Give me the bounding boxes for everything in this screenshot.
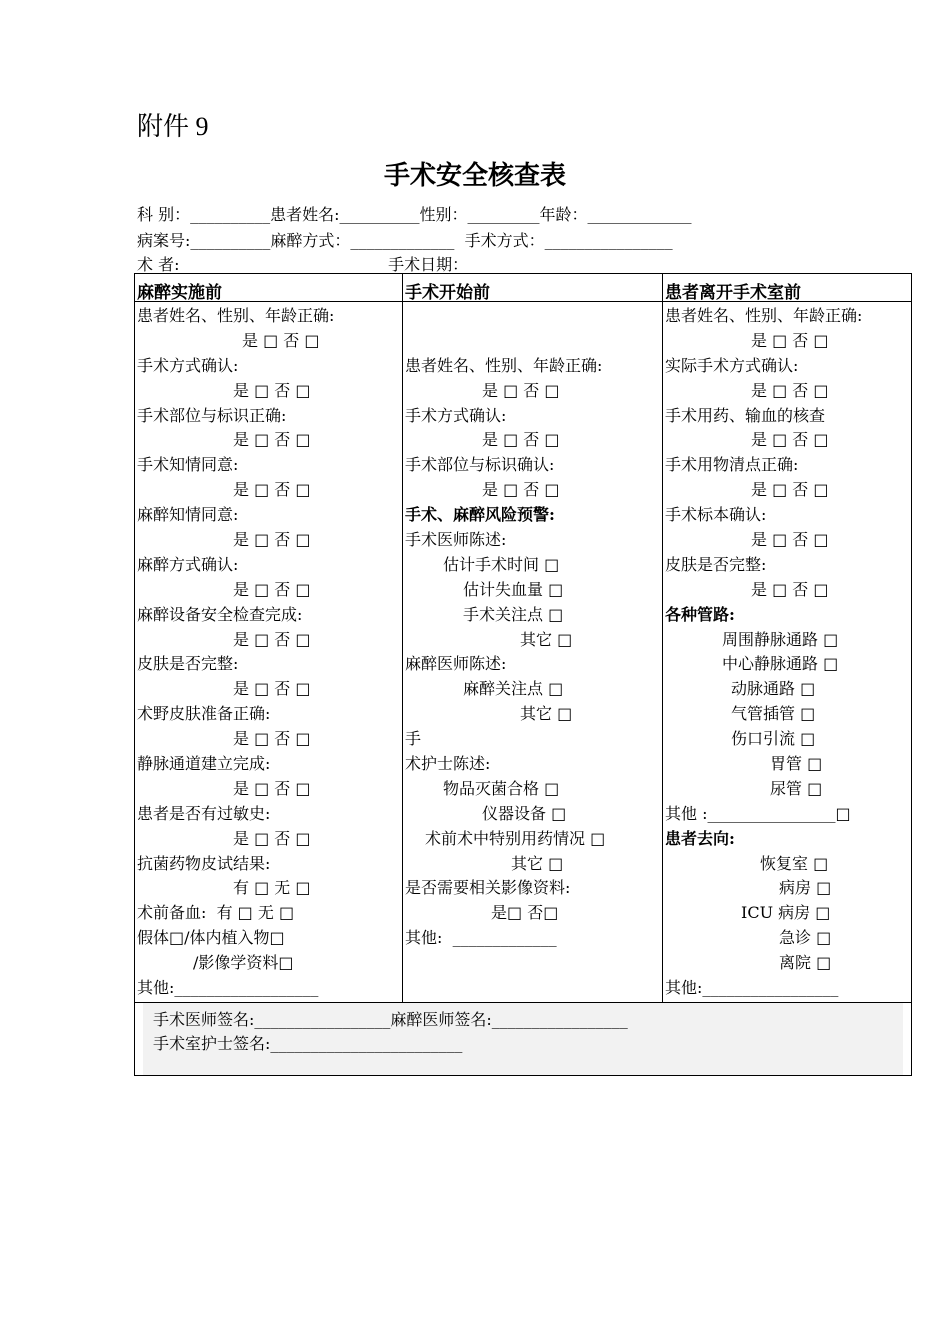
checklist-item: 抗菌药物皮试结果: [137,853,271,873]
checklist-item: 患者姓名、性别、年龄正确: [405,355,603,375]
checklist-item: 患者是否有过敏史: [137,803,271,823]
checklist-item[interactable]: 其它 □ [520,704,573,724]
checklist-item[interactable]: 是 □ 否 □ [482,380,560,400]
checklist-item[interactable]: 病房 □ [779,878,832,898]
checklist-item[interactable]: 是 □ 否 □ [233,480,311,500]
checklist-item: 手术方式确认: [137,355,239,375]
column-heading-before-anesthesia: 麻醉实施前 [137,283,222,303]
checklist-item[interactable]: 是 □ 否 □ [751,480,829,500]
checklist-item[interactable]: /影像学资料□ [193,953,294,973]
checklist-item[interactable]: 是 □ 否 □ [233,729,311,749]
checklist-item[interactable]: 估计失血量 □ [463,579,564,599]
checklist-item [405,304,660,329]
checklist-item[interactable]: 离院 □ [779,953,832,973]
checklist-table [134,273,912,1076]
checklist-item[interactable]: 是□ 否□ [491,903,559,923]
checklist-item: 其他:_________________ [665,978,839,998]
checklist-item[interactable]: 其他 :________________□ [665,803,851,823]
checklist-item[interactable]: 急诊 □ [779,928,832,948]
checklist-item: 麻醉医师陈述: [405,654,507,674]
checklist-item[interactable]: 是 □ 否 □ [482,430,560,450]
checklist-item: 手术用药、输血的核查 [665,405,826,425]
checklist-item: 患者姓名、性别、年龄正确: [137,306,335,325]
checklist-item[interactable]: 是 □ 否 □ [233,629,311,649]
checklist-item: 是否需要相关影像资料: [405,878,571,898]
checklist-item[interactable]: 是 □ 否 □ [233,828,311,848]
checklist-item[interactable]: 其它 □ [511,853,564,873]
signature-line-surgeon-anesthetist[interactable]: 手术医师签名:_________________麻醉医师签名:_________________ [153,1010,628,1029]
checklist-item: 手术部位与标识正确: [137,405,287,425]
checklist-item[interactable]: 是 □ 否 □ [233,530,311,550]
checklist-item[interactable]: 中心静脉通路 □ [722,654,839,674]
checklist-item[interactable]: 是 □ 否 □ [751,430,829,450]
checklist-item[interactable]: 是 □ 否 □ [233,430,311,450]
checklist-item[interactable]: 是 □ 否 □ [751,380,829,400]
header-line-case-number: 病案号:__________麻醉方式：_____________ 手术方式：________________ [137,231,673,250]
checklist-item: 其他: _____________ [405,928,557,948]
checklist-item: 手术、麻醉风险预警: [405,505,555,525]
checklist-item[interactable]: 动脉通路 □ [731,679,816,699]
column-divider [402,274,403,1003]
checklist-item: 手术用物清点正确: [665,455,799,475]
checklist-item[interactable]: 是 □ 否 □ [233,380,311,400]
checklist-item[interactable]: 尿管 □ [770,778,823,798]
checklist-item[interactable]: 是 □ 否 □ [751,330,829,350]
checklist-item [405,329,660,354]
checklist-item[interactable]: 手术关注点 □ [463,604,564,624]
checklist-item: 皮肤是否完整: [137,654,239,674]
checklist-item[interactable]: 气管插管 □ [731,704,816,724]
checklist-item: 实际手术方式确认: [665,355,799,375]
signature-area [143,1003,903,1075]
column-divider [662,274,663,1003]
header-line-surgeon-date: 术 者:______________ 手术日期：_________________ [137,255,605,274]
checklist-item[interactable]: 假体□/体内植入物□ [137,928,285,948]
checklist-item[interactable]: 有 □ 无 □ [233,878,311,898]
checklist-item[interactable]: 仪器设备 □ [482,803,567,823]
checklist-item[interactable]: 是 □ 否 □ [233,679,311,699]
checklist-item: 患者去向: [665,828,735,848]
checklist-item[interactable]: 物品灭菌合格 □ [443,778,560,798]
column-before-anesthesia [137,304,399,1001]
form-title: 手术安全核查表 [383,161,566,191]
checklist-item: 手术标本确认: [665,505,767,525]
checklist-item[interactable]: 是 □ 否 □ [751,579,829,599]
checklist-item: 其他:__________________ [137,978,319,998]
checklist-item[interactable]: 是 □ 否 □ [233,778,311,798]
checklist-item: 术护士陈述: [405,754,491,774]
checklist-item[interactable]: 恢复室 □ [760,853,829,873]
checklist-item[interactable]: 周围静脉通路 □ [722,629,839,649]
checklist-item[interactable]: 麻醉关注点 □ [463,679,564,699]
checklist-item[interactable]: 伤口引流 □ [731,729,816,749]
checklist-item: 患者姓名、性别、年龄正确: [665,306,863,325]
checklist-item: 皮肤是否完整: [665,554,767,574]
attachment-label: 附件 9 [137,112,209,141]
column-before-leaving [665,304,910,1001]
checklist-item: 手术部位与标识确认: [405,455,555,475]
checklist-item: 麻醉知情同意: [137,505,239,525]
checklist-item: 各种管路: [665,604,735,624]
column-before-surgery [405,304,660,951]
checklist-item: 静脉通道建立完成: [137,754,271,774]
checklist-item[interactable]: 是 □ 否 □ [482,480,560,500]
checklist-item[interactable]: 是 □ 否 □ [751,530,829,550]
checklist-item[interactable]: 其它 □ [520,629,573,649]
header-line-department: 科 别：__________患者姓名:__________性别：_________年龄：_____________ [137,205,692,224]
checklist-item[interactable]: 估计手术时间 □ [443,554,560,574]
column-heading-before-surgery: 手术开始前 [405,283,490,303]
checklist-item[interactable]: 术前备血: 有 □ 无 □ [137,903,295,923]
checklist-item[interactable]: 胃管 □ [770,754,823,774]
checklist-item: 手 [405,729,422,749]
checklist-item: 术野皮肤准备正确: [137,704,271,724]
checklist-item[interactable]: 是 □ 否 □ [242,330,320,350]
signature-line-nurse[interactable]: 手术室护士签名:________________________ [153,1034,463,1053]
checklist-item: 手术医师陈述: [405,530,507,550]
column-heading-before-leaving: 患者离开手术室前 [665,283,801,303]
checklist-item[interactable]: 术前术中特别用药情况 □ [425,828,606,848]
checklist-item: 麻醉设备安全检查完成: [137,604,303,624]
checklist-item: 手术方式确认: [405,405,507,425]
checklist-item[interactable]: 是 □ 否 □ [233,579,311,599]
checklist-item[interactable]: ICU 病房 □ [741,903,831,923]
checklist-item: 麻醉方式确认: [137,554,239,574]
checklist-item: 手术知情同意: [137,455,239,475]
